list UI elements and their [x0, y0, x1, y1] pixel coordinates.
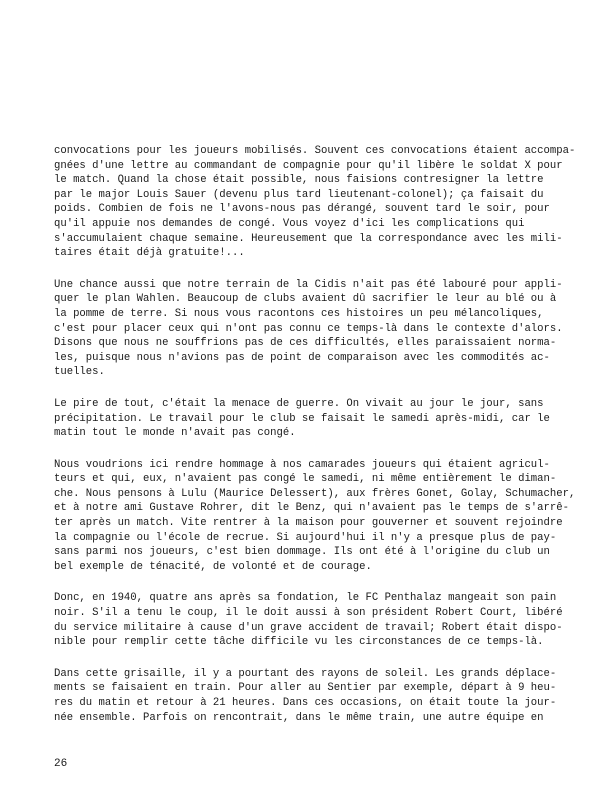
- paragraph: [54, 144, 574, 261]
- text-line: du service militaire à cause d'un grave accident de travail; Robert était dispo-: [54, 621, 563, 634]
- body-text: [54, 144, 574, 742]
- paragraph: [54, 278, 574, 380]
- text-line: bel exemple de ténacité, de volonté et de courage.: [54, 560, 372, 573]
- text-line: teurs et qui, eux, n'avaient pas congé le samedi, ni même entièrement le diman-: [54, 473, 557, 486]
- text-line: qu'il appuie nos demandes de congé. Vous voyez d'ici les complications qui: [54, 217, 525, 230]
- text-line: la pomme de terre. Si nous vous racontons ces histoires un peu mélancoliques,: [54, 307, 544, 320]
- text-line: précipitation. Le travail pour le club se faisait le samedi après-midi, car le: [54, 412, 550, 425]
- text-line: les, puisque nous n'avions pas de point de comparaison avec les commodités ac-: [54, 351, 550, 364]
- text-line: tuelles.: [54, 366, 105, 379]
- text-line: sans parmi nos joueurs, c'est bien dommage. Ils ont été à l'origine du club un: [54, 546, 550, 559]
- text-line: ments se faisaient en train. Pour aller au Sentier par exemple, départ à 9 heu-: [54, 682, 557, 695]
- text-line: Donc, en 1940, quatre ans après sa fondation, le FC Penthalaz mangeait son pain: [54, 592, 557, 605]
- text-line: taires était déjà gratuite!...: [54, 247, 245, 260]
- text-line: quer le plan Wahlen. Beaucoup de clubs avaient dû sacrifier le leur au blé ou à: [54, 293, 557, 306]
- text-line: et à notre ami Gustave Rohrer, dit le Benz, qui n'avaient pas le temps de s'arrê-: [54, 502, 569, 515]
- text-line: née ensemble. Parfois on rencontrait, dans le même train, une autre équipe en: [54, 711, 544, 724]
- text-line: Disons que nous ne souffrions pas de ces difficultés, elles paraissaient norma-: [54, 337, 557, 350]
- text-line: Nous voudrions ici rendre hommage à nos camarades joueurs qui étaient agricul-: [54, 458, 550, 471]
- paragraph: [54, 458, 574, 575]
- paragraph: [54, 667, 574, 725]
- paragraph: [54, 591, 574, 649]
- text-line: matin tout le monde n'avait pas congé.: [54, 427, 296, 440]
- text-line: poids. Combien de fois ne l'avons-nous pas dérangé, souvent tard le soir, pour: [54, 203, 550, 216]
- text-line: Le pire de tout, c'était la menace de guerre. On vivait au jour le jour, sans: [54, 397, 544, 410]
- text-line: la compagnie ou l'école de recrue. Si aujourd'hui il n'y a presque plus de pay-: [54, 531, 557, 544]
- paragraph: [54, 397, 574, 441]
- text-line: le match. Quand la chose était possible, nous faisions contresigner la lettre: [54, 174, 544, 187]
- text-line: che. Nous pensons à Lulu (Maurice Delessert), aux frères Gonet, Golay, Schumacher,: [54, 487, 576, 500]
- text-line: par le major Louis Sauer (devenu plus tard lieutenant-colonel); ça faisait du: [54, 188, 544, 201]
- text-line: convocations pour les joueurs mobilisés. Souvent ces convocations étaient accompa-: [54, 145, 576, 157]
- text-line: gnées d'une lettre au commandant de compagnie pour qu'il libère le soldat X pour: [54, 159, 563, 172]
- page-number: 26: [54, 758, 68, 770]
- text-line: Une chance aussi que notre terrain de la Cidis n'ait pas été labouré pour appli-: [54, 278, 563, 291]
- text-line: ter après un match. Vite rentrer à la maison pour gouverner et souvent rejoindre: [54, 517, 563, 530]
- text-line: Dans cette grisaille, il y a pourtant des rayons de soleil. Les grands déplace-: [54, 667, 557, 680]
- text-line: s'accumulaient chaque semaine. Heureusement que la correspondance avec les mili-: [54, 232, 563, 245]
- text-line: noir. S'il a tenu le coup, il le doit aussi à son président Robert Court, libéré: [54, 607, 563, 620]
- text-line: res du matin et retour à 21 heures. Dans ces occasions, on était toute la jour-: [54, 697, 557, 709]
- text-line: nible pour remplir cette tâche difficile vu les circonstances de ce temps-là.: [54, 636, 544, 649]
- text-line: c'est pour placer ceux qui n'ont pas connu ce temps-là dans le contexte d'alors.: [54, 322, 563, 335]
